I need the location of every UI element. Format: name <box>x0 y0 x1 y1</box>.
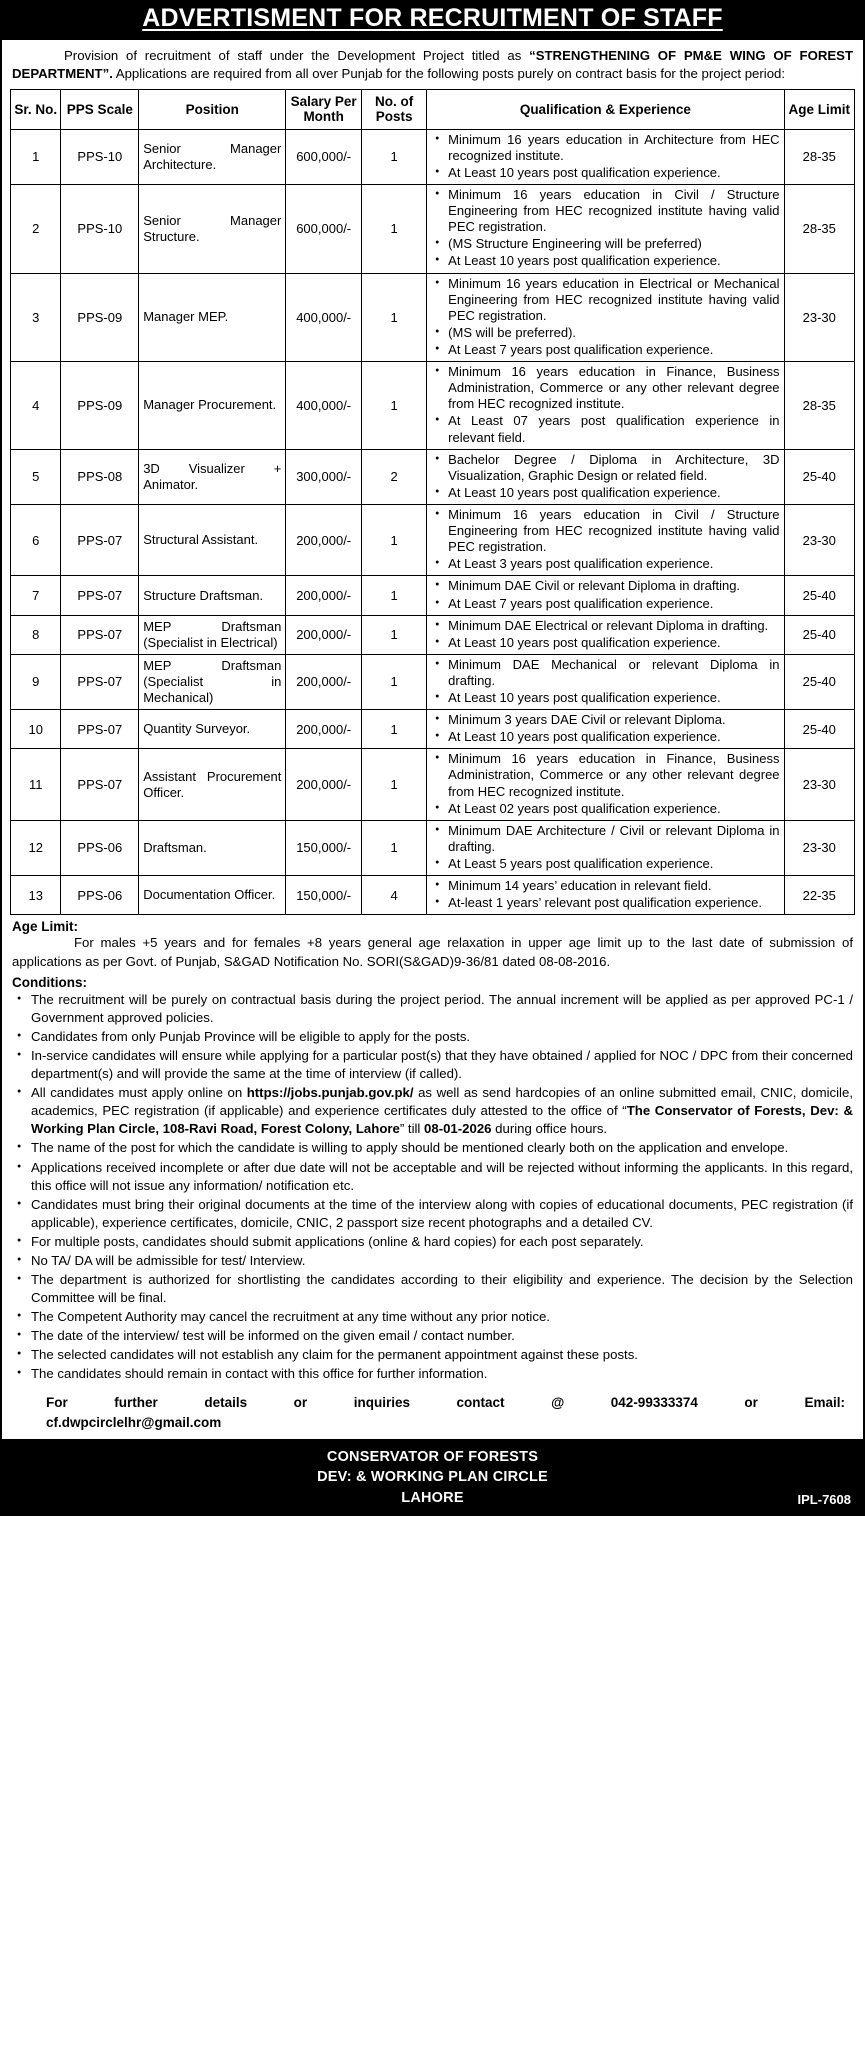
cell-pps-scale: PPS-07 <box>61 654 139 709</box>
cell-no-of-posts: 1 <box>362 129 427 184</box>
project-title: “STRENGTHENING OF PM&E WING OF FOREST DEPARTMENT”. <box>12 48 854 81</box>
cell-no-of-posts: 1 <box>362 710 427 749</box>
cell-age-limit: 23-30 <box>784 504 854 575</box>
intro-paragraph <box>12 47 853 83</box>
cell-pps-scale: PPS-06 <box>61 820 139 875</box>
column-header-sr-no: Sr. No. <box>11 89 61 129</box>
qualification-item: ● At Least 10 years post qualification experience. <box>448 690 779 706</box>
condition-item: ● For multiple posts, candidates should submit applications (online & hard copies) for each post separately. <box>31 1233 853 1251</box>
cell-age-limit: 25-40 <box>784 576 854 615</box>
qualification-list <box>431 823 779 872</box>
cell-age-limit: 25-40 <box>784 654 854 709</box>
cell-age-limit: 23-30 <box>784 820 854 875</box>
cell-pps-scale: PPS-09 <box>61 273 139 362</box>
cell-salary: 150,000/- <box>286 820 362 875</box>
qualification-item: ● At Least 10 years post qualification experience. <box>448 635 779 651</box>
cell-sr-no: 3 <box>11 273 61 362</box>
qualification-list <box>431 276 779 359</box>
cell-sr-no: 5 <box>11 449 61 504</box>
qualification-item: ● At Least 10 years post qualification experience. <box>448 729 779 745</box>
cell-age-limit: 23-30 <box>784 273 854 362</box>
qualification-item: ● Minimum DAE Mechanical or relevant Diploma in drafting. <box>448 657 779 689</box>
qualification-item: ● Bachelor Degree / Diploma in Architecture, 3D Visualization, Graphic Design or related field. <box>448 452 779 484</box>
condition-item: ● The selected candidates will not establish any claim for the permanent appointment against these posts. <box>31 1346 853 1364</box>
condition-item: ● The date of the interview/ test will be informed on the given email / contact number. <box>31 1327 853 1345</box>
cell-sr-no: 11 <box>11 749 61 820</box>
cell-no-of-posts: 1 <box>362 362 427 450</box>
qualification-list <box>431 712 779 745</box>
qualification-item: ● Minimum DAE Civil or relevant Diploma in drafting. <box>448 578 779 594</box>
cell-age-limit: 28-35 <box>784 362 854 450</box>
qualification-item: ● Minimum DAE Architecture / Civil or relevant Diploma in drafting. <box>448 823 779 855</box>
cell-pps-scale: PPS-10 <box>61 129 139 184</box>
qualification-item: ● Minimum 16 years education in Finance, Business Administration, Commerce or any other relevant degree from HEC recognized institute. <box>448 364 779 412</box>
cell-no-of-posts: 1 <box>362 615 427 654</box>
cell-no-of-posts: 1 <box>362 273 427 362</box>
cell-salary: 200,000/- <box>286 749 362 820</box>
condition-item <box>31 1084 853 1138</box>
cell-position: Assistant Procurement Officer. <box>139 749 286 820</box>
age-limit-body: For males +5 years and for females +8 years general age relaxation in upper age limit up to the last date of submission of applications as per Govt. of Punjab, S&GAD Notification No. SORI(S&GAD)9-36/81 dated 08-08-2016. <box>12 935 853 969</box>
condition-item: ● The candidates should remain in contact with this office for further information. <box>31 1365 853 1383</box>
cell-age-limit: 28-35 <box>784 184 854 273</box>
deadline-date: 08-01-2026 <box>424 1121 492 1137</box>
conditions-list <box>12 991 853 1384</box>
qualification-list <box>431 132 779 181</box>
cell-age-limit: 25-40 <box>784 615 854 654</box>
cell-salary: 200,000/- <box>286 576 362 615</box>
table-row <box>11 820 855 875</box>
cell-pps-scale: PPS-10 <box>61 184 139 273</box>
table-row <box>11 749 855 820</box>
cell-salary: 600,000/- <box>286 129 362 184</box>
condition-item: ● The name of the post for which the candidate is willing to apply should be mentioned clearly both on the application and envelope. <box>31 1139 853 1157</box>
column-header-salary: Salary Per Month <box>286 89 362 129</box>
qualification-list <box>431 751 779 816</box>
cell-pps-scale: PPS-07 <box>61 749 139 820</box>
cell-qualification <box>427 184 784 273</box>
cell-position: 3D Visualizer + Animator. <box>139 449 286 504</box>
qualification-item: ● Minimum 3 years DAE Civil or relevant Diploma. <box>448 712 779 728</box>
age-limit-text <box>12 934 853 970</box>
cell-pps-scale: PPS-07 <box>61 710 139 749</box>
qualification-item: ● Minimum DAE Electrical or relevant Diploma in drafting. <box>448 618 779 634</box>
qualification-item: ● At Least 3 years post qualification experience. <box>448 556 779 572</box>
cell-pps-scale: PPS-06 <box>61 876 139 915</box>
qualification-item: ● At Least 07 years post qualification experience in relevant field. <box>448 413 779 445</box>
cell-position: MEP Draftsman (Specialist in Mechanical) <box>139 654 286 709</box>
cell-pps-scale: PPS-07 <box>61 504 139 575</box>
footer-circle: DEV: & WORKING PLAN CIRCLE <box>317 1469 548 1486</box>
cell-age-limit: 28-35 <box>784 129 854 184</box>
qualification-item: ● Minimum 16 years education in Civil / Structure Engineering from HEC recognized institute having valid PEC registration. <box>448 507 779 555</box>
condition-item: ● In-service candidates will ensure while applying for a particular post(s) that they have obtained / applied for NOC / DPC from their concerned department(s) and will provide the same at the time of interview (if called). <box>31 1047 853 1083</box>
masthead-banner <box>0 0 865 40</box>
cell-age-limit: 23-30 <box>784 749 854 820</box>
condition-text: during office hours. <box>491 1121 608 1137</box>
cell-sr-no: 9 <box>11 654 61 709</box>
cell-qualification <box>427 504 784 575</box>
cell-sr-no: 4 <box>11 362 61 450</box>
cell-sr-no: 7 <box>11 576 61 615</box>
qualification-item: ● At Least 5 years post qualification experience. <box>448 856 779 872</box>
condition-item: ● Candidates must bring their original documents at the time of the interview along with copies of educational documents, PEC registration (if applicable), experience certificates, domicile, CNIC, 2 passport size recent photographs and a detailed CV. <box>31 1196 853 1232</box>
cell-qualification <box>427 710 784 749</box>
table-row <box>11 710 855 749</box>
table-row <box>11 184 855 273</box>
cell-qualification <box>427 820 784 875</box>
cell-salary: 200,000/- <box>286 504 362 575</box>
advertisement-body <box>0 40 865 1441</box>
contact-phone-line: For further details or inquiries contact @ 042-99333374 or Email: <box>46 1395 845 1411</box>
condition-item: ● Applications received incomplete or after due date will not be acceptable and will be rejected without informing the applicants. In this regard, this office will not issue any information/ notification etc. <box>31 1159 853 1195</box>
cell-position: Structural Assistant. <box>139 504 286 575</box>
qualification-item: ● At Least 02 years post qualification experience. <box>448 801 779 817</box>
age-limit-heading: Age Limit: <box>12 919 78 935</box>
qualification-list <box>431 578 779 611</box>
qualification-list <box>431 452 779 501</box>
qualification-item: ● Minimum 16 years education in Finance, Business Administration, Commerce or any other relevant degree from HEC recognized institute. <box>448 751 779 799</box>
conditions-heading: Conditions: <box>12 974 87 990</box>
cell-pps-scale: PPS-09 <box>61 362 139 450</box>
intro-text-part1: Provision of recruitment of staff under the Development Project titled as <box>64 48 530 63</box>
qualification-item: ● At Least 10 years post qualification experience. <box>448 485 779 501</box>
condition-item: ● The recruitment will be purely on contractual basis during the project period. The annual increment will be applied as per approved PC-1 / Government approved policies. <box>31 991 853 1027</box>
column-header-qualification: Qualification & Experience <box>427 89 784 129</box>
table-header-row <box>11 89 855 129</box>
cell-pps-scale: PPS-07 <box>61 576 139 615</box>
qualification-item: ● (MS will be preferred). <box>448 325 779 341</box>
cell-salary: 400,000/- <box>286 273 362 362</box>
qualification-item: ● At Least 7 years post qualification experience. <box>448 342 779 358</box>
table-row <box>11 654 855 709</box>
table-row <box>11 362 855 450</box>
table-row <box>11 876 855 915</box>
column-header-pps-scale: PPS Scale <box>61 89 139 129</box>
cell-sr-no: 8 <box>11 615 61 654</box>
cell-no-of-posts: 2 <box>362 449 427 504</box>
cell-position: Draftsman. <box>139 820 286 875</box>
cell-salary: 400,000/- <box>286 362 362 450</box>
positions-table-body <box>11 129 855 915</box>
condition-text: All candidates must apply online on <box>31 1085 247 1101</box>
condition-item: ● The Competent Authority may cancel the recruitment at any time without any prior notice. <box>31 1308 853 1326</box>
cell-position: MEP Draftsman (Specialist in Electrical) <box>139 615 286 654</box>
qualification-item: ● Minimum 14 years’ education in relevant field. <box>448 878 779 894</box>
condition-item: ● No TA/ DA will be admissible for test/ Interview. <box>31 1252 853 1270</box>
table-row <box>11 504 855 575</box>
qualification-item: ● At Least 7 years post qualification experience. <box>448 596 779 612</box>
office-address: The Conservator of Forests, Dev: & Working Plan Circle, 108-Ravi Road, Forest Colony, Lahore <box>31 1103 853 1137</box>
table-row <box>11 576 855 615</box>
cell-salary: 600,000/- <box>286 184 362 273</box>
cell-salary: 150,000/- <box>286 876 362 915</box>
cell-qualification <box>427 129 784 184</box>
qualification-item: ● Minimum 16 years education in Civil / Structure Engineering from HEC recognized institute having valid PEC registration. <box>448 187 779 235</box>
cell-salary: 300,000/- <box>286 449 362 504</box>
condition-item: ● Candidates from only Punjab Province will be eligible to apply for the posts. <box>31 1028 853 1046</box>
qualification-list <box>431 618 779 651</box>
cell-salary: 200,000/- <box>286 615 362 654</box>
cell-no-of-posts: 1 <box>362 504 427 575</box>
qualification-item: ● Minimum 16 years education in Electrical or Mechanical Engineering from HEC recognized institute having valid PEC registration. <box>448 276 779 324</box>
qualification-list <box>431 507 779 572</box>
cell-pps-scale: PPS-07 <box>61 615 139 654</box>
cell-sr-no: 2 <box>11 184 61 273</box>
cell-position: Quantity Surveyor. <box>139 710 286 749</box>
qualification-item: ● At Least 10 years post qualification experience. <box>448 165 779 181</box>
qualification-list <box>431 187 779 270</box>
cell-no-of-posts: 1 <box>362 820 427 875</box>
cell-no-of-posts: 1 <box>362 749 427 820</box>
condition-text: ” till <box>399 1121 425 1137</box>
cell-age-limit: 25-40 <box>784 710 854 749</box>
qualification-list <box>431 878 779 911</box>
qualification-item: ● Minimum 16 years education in Architecture from HEC recognized institute. <box>448 132 779 164</box>
intro-text-part2: Applications are required from all over Punjab for the following posts purely on contract basis for the project period: <box>112 65 786 81</box>
cell-qualification <box>427 576 784 615</box>
cell-pps-scale: PPS-08 <box>61 449 139 504</box>
cell-qualification <box>427 749 784 820</box>
table-row <box>11 615 855 654</box>
cell-qualification <box>427 273 784 362</box>
apply-online-url[interactable]: https://jobs.punjab.gov.pk/ <box>246 1085 414 1101</box>
condition-item: ● The department is authorized for shortlisting the candidates according to their eligibility and experience. The decision by the Selection Committee will be final. <box>31 1271 853 1307</box>
cell-sr-no: 10 <box>11 710 61 749</box>
cell-qualification <box>427 654 784 709</box>
cell-position: Senior Manager Structure. <box>139 184 286 273</box>
cell-sr-no: 6 <box>11 504 61 575</box>
cell-position: Documentation Officer. <box>139 876 286 915</box>
footer-banner <box>0 1441 865 1517</box>
cell-sr-no: 13 <box>11 876 61 915</box>
cell-qualification <box>427 876 784 915</box>
contact-block <box>46 1393 845 1432</box>
page-title: ADVERTISMENT FOR RECRUITMENT OF STAFF <box>142 4 723 32</box>
column-header-age-limit: Age Limit <box>784 89 854 129</box>
contact-email[interactable]: cf.dwpcirclelhr@gmail.com <box>46 1415 222 1430</box>
column-header-posts: No. of Posts <box>362 89 427 129</box>
cell-position: Structure Draftsman. <box>139 576 286 615</box>
cell-sr-no: 1 <box>11 129 61 184</box>
cell-sr-no: 12 <box>11 820 61 875</box>
qualification-list <box>431 657 779 706</box>
footer-reference-number: IPL-7608 <box>797 1492 851 1508</box>
cell-salary: 200,000/- <box>286 654 362 709</box>
cell-qualification <box>427 615 784 654</box>
cell-position: Manager Procurement. <box>139 362 286 450</box>
cell-age-limit: 25-40 <box>784 449 854 504</box>
cell-no-of-posts: 4 <box>362 876 427 915</box>
qualification-item: ● At Least 10 years post qualification experience. <box>448 253 779 269</box>
cell-qualification <box>427 362 784 450</box>
table-row <box>11 449 855 504</box>
cell-position: Senior Manager Architecture. <box>139 129 286 184</box>
condition-text: as well as send hardcopies of an online submitted email, CNIC, domicile, academics, PEC registration (if applicable) and experience certificates duly attested to the office of “ <box>31 1085 853 1119</box>
cell-no-of-posts: 1 <box>362 184 427 273</box>
footer-city: LAHORE <box>401 1489 464 1506</box>
table-row <box>11 273 855 362</box>
cell-no-of-posts: 1 <box>362 654 427 709</box>
footer-authority: CONSERVATOR OF FORESTS <box>326 1448 539 1465</box>
cell-no-of-posts: 1 <box>362 576 427 615</box>
qualification-item: ● At-least 1 years’ relevant post qualification experience. <box>448 895 779 911</box>
qualification-list <box>431 364 779 446</box>
cell-salary: 200,000/- <box>286 710 362 749</box>
table-row <box>11 129 855 184</box>
cell-age-limit: 22-35 <box>784 876 854 915</box>
positions-table <box>10 89 855 915</box>
qualification-item: ● (MS Structure Engineering will be preferred) <box>448 236 779 252</box>
cell-qualification <box>427 449 784 504</box>
column-header-position: Position <box>139 89 286 129</box>
cell-position: Manager MEP. <box>139 273 286 362</box>
